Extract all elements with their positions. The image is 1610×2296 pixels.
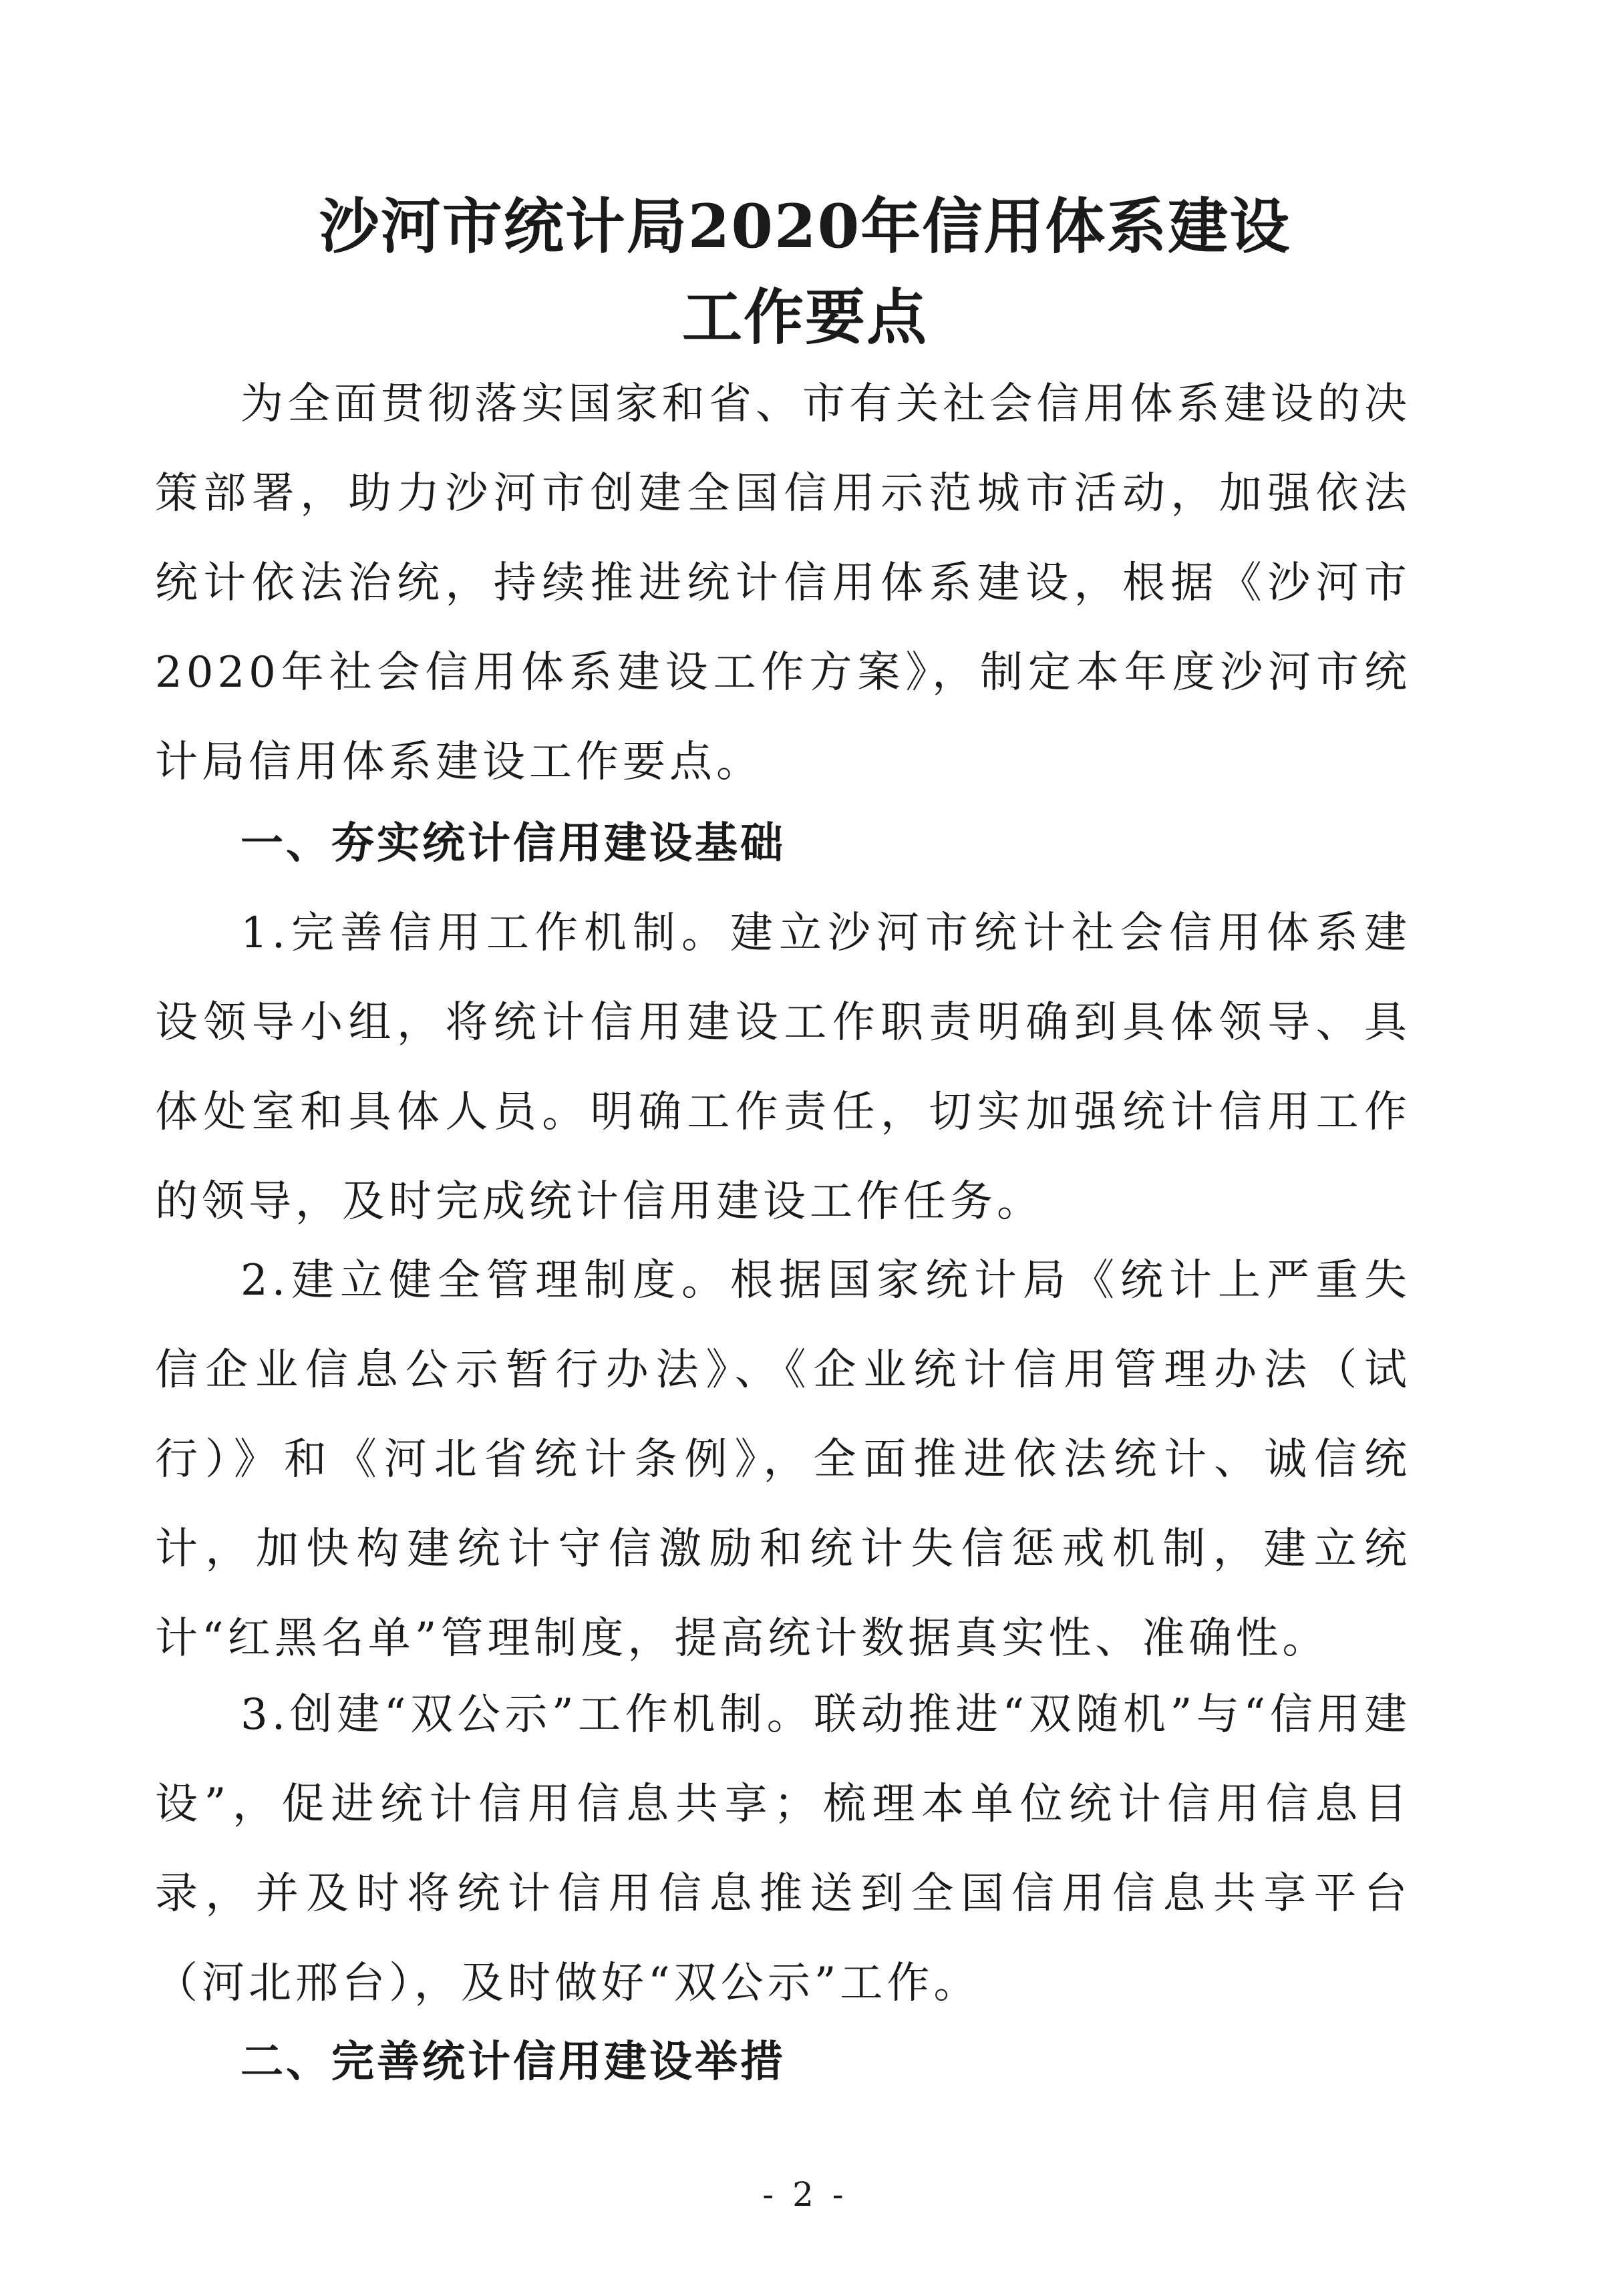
item-1-paragraph: 1.完善信用工作机制。建立沙河市统计社会信用体系建设领导小组，将统计信用建设工作职责明确到具体领导、具体处室和具体人员。明确工作责任，切实加强统计信用工作的领导，及时完成统计信用建设工作任务。: [155, 909, 1411, 1226]
section-heading-1: 一、夯实统计信用建设基础: [240, 819, 786, 868]
document-title-line-2: 工作要点: [682, 282, 928, 353]
document-title-line-1: 沙河市统计局2020年信用体系建设: [319, 191, 1291, 262]
item-2-paragraph: 2.建立健全管理制度。根据国家统计局《统计上严重失信企业信息公示暂行办法》、《企业统计信用管理办法（试行）》和《河北省统计条例》，全面推进依法统计、诚信统计，加快构建统计守信激励和统计失信惩戒机制，建立统计“红黑名单”管理制度，提高统计数据真实性、准确性。: [155, 1256, 1411, 1663]
page-number: - 2 -: [762, 2175, 848, 2214]
intro-paragraph: 为全面贯彻落实国家和省、市有关社会信用体系建设的决策部署，助力沙河市创建全国信用示范城市活动，加强依法统计依法治统，持续推进统计信用体系建设，根据《沙河市2020年社会信用体系建设工作方案》，制定本年度沙河市统计局信用体系建设工作要点。: [155, 379, 1411, 787]
item-3-paragraph: 3.创建“双公示”工作机制。联动推进“双随机”与“信用建设”，促进统计信用信息共享；梳理本单位统计信用信息目录，并及时将统计信用信息推送到全国信用信息共享平台（河北邢台），及时做好“双公示”工作。: [155, 1690, 1411, 2008]
section-heading-2: 二、完善统计信用建设举措: [240, 2037, 786, 2087]
